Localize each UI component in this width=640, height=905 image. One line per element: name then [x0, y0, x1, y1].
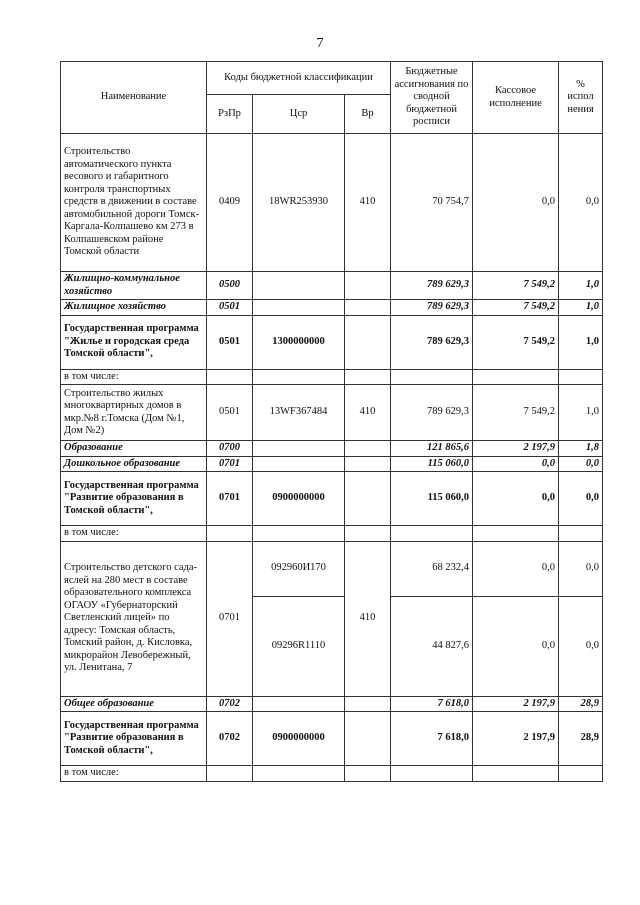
cell-vr: 410	[345, 541, 391, 696]
cell-percent: 0,0	[559, 596, 603, 696]
header-budget: Бюджетные ассигнования по сводной бюджетной росписи	[391, 62, 473, 134]
cell-vr	[345, 526, 391, 542]
table-row	[61, 766, 603, 782]
cell-percent: 1,0	[559, 300, 603, 316]
cell-rzpr	[207, 766, 253, 782]
cell-vr	[345, 766, 391, 782]
header-row-1	[61, 62, 603, 95]
cell-budget	[391, 369, 473, 385]
cell-rzpr	[207, 526, 253, 542]
table-row	[61, 472, 603, 526]
cell-rzpr: 0700	[207, 441, 253, 457]
cell-csr	[253, 456, 345, 472]
cell-cash: 7 549,2	[473, 300, 559, 316]
header-name: Наименование	[61, 62, 207, 134]
cell-name: Государственная программа "Развитие образования в Томской области",	[61, 712, 207, 766]
cell-vr	[345, 369, 391, 385]
cell-vr	[345, 441, 391, 457]
table-row	[61, 315, 603, 369]
table-row	[61, 300, 603, 316]
cell-csr	[253, 766, 345, 782]
cell-percent: 1,8	[559, 441, 603, 457]
budget-table	[60, 61, 603, 782]
cell-name: Строительство автоматического пункта весового и габаритного контроля транспортных средств в движении в составе автомобильной дороги Томск-Каргала-Колпашево км 273 в Колпашевском районе Томской области	[61, 134, 207, 272]
cell-csr: 09296R1110	[253, 596, 345, 696]
cell-csr	[253, 441, 345, 457]
cell-csr	[253, 272, 345, 300]
cell-percent: 28,9	[559, 712, 603, 766]
cell-name: в том числе:	[61, 526, 207, 542]
cell-percent: 0,0	[559, 472, 603, 526]
cell-percent: 0,0	[559, 541, 603, 596]
cell-name: Общее образование	[61, 696, 207, 712]
cell-csr: 0900000000	[253, 712, 345, 766]
cell-rzpr: 0501	[207, 300, 253, 316]
cell-name: Жилищное хозяйство	[61, 300, 207, 316]
cell-percent: 1,0	[559, 315, 603, 369]
cell-name: в том числе:	[61, 766, 207, 782]
cell-rzpr	[207, 369, 253, 385]
cell-name: Государственная программа "Жилье и городская среда Томской области",	[61, 315, 207, 369]
cell-cash: 0,0	[473, 596, 559, 696]
table-row	[61, 385, 603, 441]
cell-name: Строительство жилых многоквартирных домов в мкр.№8 г.Томска (Дом №1, Дом №2)	[61, 385, 207, 441]
cell-name: Жилищно-коммунальное хозяйство	[61, 272, 207, 300]
cell-cash: 0,0	[473, 456, 559, 472]
cell-cash: 7 549,2	[473, 315, 559, 369]
cell-rzpr: 0701	[207, 472, 253, 526]
cell-budget: 7 618,0	[391, 712, 473, 766]
cell-csr: 092960И170	[253, 541, 345, 596]
cell-budget	[391, 526, 473, 542]
cell-csr: 1300000000	[253, 315, 345, 369]
cell-rzpr: 0501	[207, 315, 253, 369]
table-row	[61, 441, 603, 457]
cell-budget: 70 754,7	[391, 134, 473, 272]
cell-rzpr: 0702	[207, 712, 253, 766]
cell-budget: 115 060,0	[391, 456, 473, 472]
cell-percent: 0,0	[559, 456, 603, 472]
cell-vr: 410	[345, 134, 391, 272]
header-cash: Кассовое исполнение	[473, 62, 559, 134]
cell-cash: 0,0	[473, 134, 559, 272]
table-row	[61, 712, 603, 766]
cell-percent	[559, 766, 603, 782]
cell-rzpr: 0701	[207, 456, 253, 472]
table-row	[61, 696, 603, 712]
cell-percent: 1,0	[559, 385, 603, 441]
cell-percent	[559, 369, 603, 385]
cell-name: Строительство детского сада-яслей на 280 мест в составе образовательного комплекса ОГАОУ «Губернаторский Светленский лицей» по адресу: Томская область, Томский район, д. Кисловка, микрорайон Левобережный, ул. Ленитана, 7	[61, 541, 207, 696]
table-row	[61, 541, 603, 596]
cell-budget: 789 629,3	[391, 300, 473, 316]
cell-cash: 2 197,9	[473, 441, 559, 457]
cell-cash: 7 549,2	[473, 272, 559, 300]
cell-name: Дошкольное образование	[61, 456, 207, 472]
cell-budget: 789 629,3	[391, 272, 473, 300]
cell-budget	[391, 766, 473, 782]
cell-cash: 7 549,2	[473, 385, 559, 441]
cell-rzpr: 0501	[207, 385, 253, 441]
cell-csr	[253, 369, 345, 385]
cell-budget: 115 060,0	[391, 472, 473, 526]
cell-percent: 1,0	[559, 272, 603, 300]
cell-csr: 13WF367484	[253, 385, 345, 441]
cell-csr: 0900000000	[253, 472, 345, 526]
cell-name: Государственная программа "Развитие образования в Томской области",	[61, 472, 207, 526]
cell-vr	[345, 712, 391, 766]
cell-vr	[345, 300, 391, 316]
cell-vr	[345, 272, 391, 300]
table-row	[61, 526, 603, 542]
cell-csr	[253, 300, 345, 316]
cell-cash: 0,0	[473, 541, 559, 596]
cell-vr	[345, 456, 391, 472]
cell-csr: 18WR253930	[253, 134, 345, 272]
cell-budget: 68 232,4	[391, 541, 473, 596]
cell-rzpr: 0409	[207, 134, 253, 272]
cell-cash	[473, 766, 559, 782]
cell-percent	[559, 526, 603, 542]
cell-budget: 7 618,0	[391, 696, 473, 712]
cell-cash	[473, 369, 559, 385]
table-row	[61, 272, 603, 300]
cell-vr	[345, 315, 391, 369]
cell-vr	[345, 696, 391, 712]
cell-rzpr: 0702	[207, 696, 253, 712]
cell-cash: 2 197,9	[473, 696, 559, 712]
cell-name: Образование	[61, 441, 207, 457]
cell-cash: 0,0	[473, 472, 559, 526]
cell-rzpr: 0500	[207, 272, 253, 300]
header-vr: Вр	[345, 95, 391, 134]
cell-vr: 410	[345, 385, 391, 441]
cell-cash: 2 197,9	[473, 712, 559, 766]
cell-rzpr: 0701	[207, 541, 253, 696]
cell-cash	[473, 526, 559, 542]
table-row	[61, 369, 603, 385]
header-rzpr: РзПр	[207, 95, 253, 134]
cell-csr	[253, 526, 345, 542]
cell-budget: 121 865,6	[391, 441, 473, 457]
cell-percent: 28,9	[559, 696, 603, 712]
cell-vr	[345, 472, 391, 526]
header-percent: % испол нения	[559, 62, 603, 134]
cell-name: в том числе:	[61, 369, 207, 385]
cell-percent: 0,0	[559, 134, 603, 272]
table-row	[61, 456, 603, 472]
header-codes: Коды бюджетной классификации	[207, 62, 391, 95]
page-number: 7	[316, 36, 324, 51]
cell-budget: 789 629,3	[391, 385, 473, 441]
header-csr: Цср	[253, 95, 345, 134]
cell-budget: 44 827,6	[391, 596, 473, 696]
cell-budget: 789 629,3	[391, 315, 473, 369]
cell-csr	[253, 696, 345, 712]
table-row	[61, 134, 603, 272]
